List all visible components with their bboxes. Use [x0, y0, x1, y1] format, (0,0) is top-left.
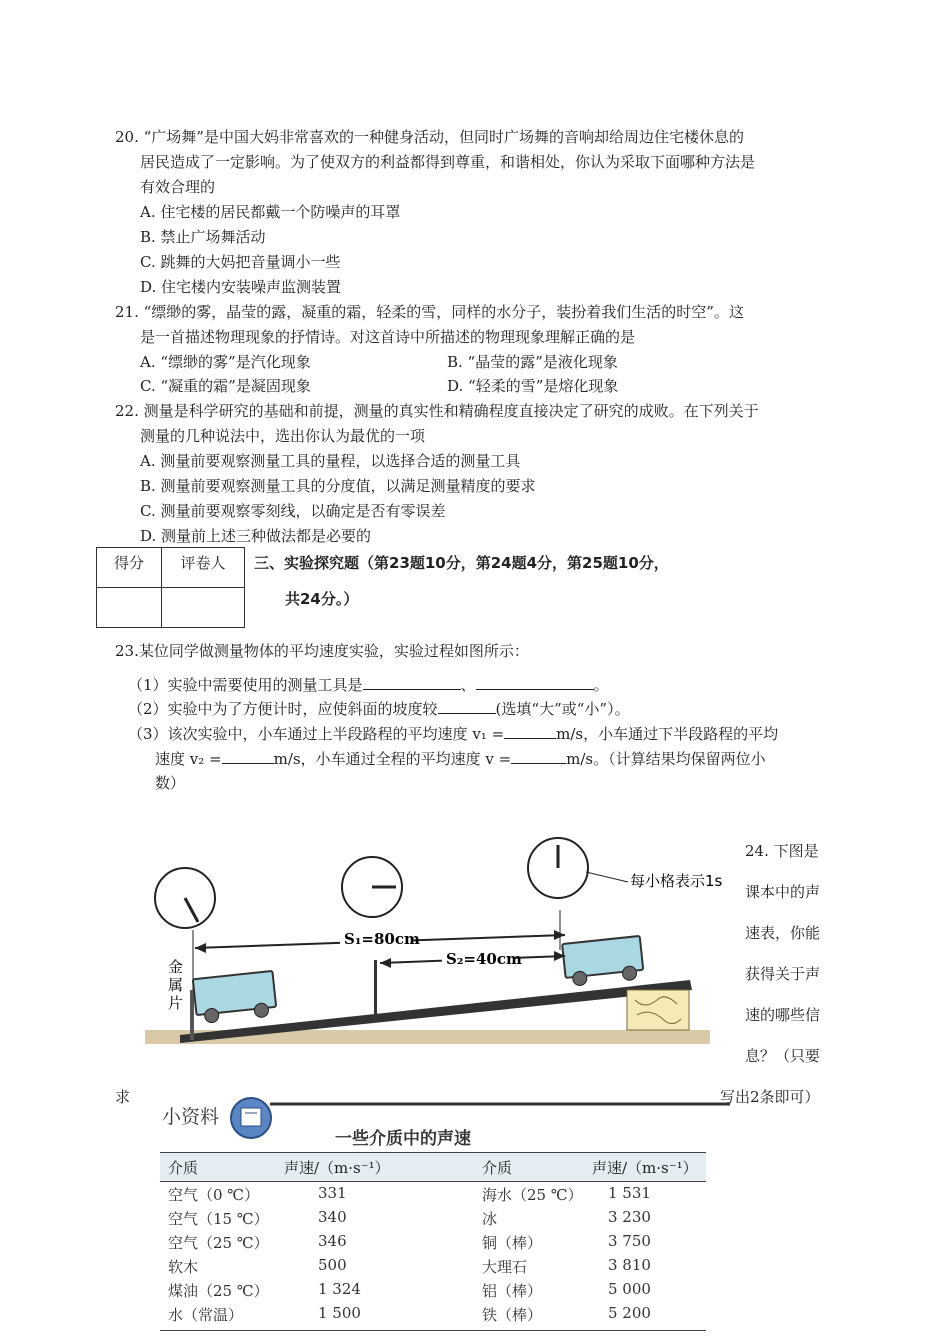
s2-label: S₂=40cm: [446, 950, 522, 968]
cell-speed: 5 200: [608, 1304, 651, 1322]
q24-side-6: 息？（只要: [745, 1047, 821, 1065]
cell-speed: 500: [318, 1256, 347, 1274]
q23-part3-line3: 数）: [155, 774, 186, 792]
answer-blank-1[interactable]: [363, 675, 461, 690]
cell-medium: 软木: [168, 1258, 199, 1276]
cell-speed: 3 810: [608, 1256, 651, 1274]
q23-part2-text: （2）实验中为了方便计时，应使斜面的坡度较: [128, 700, 438, 718]
q24-side-2: 课本中的声: [745, 883, 821, 901]
answer-blank-2[interactable]: [476, 675, 594, 690]
cell-speed: 1 500: [318, 1304, 361, 1322]
q23-part3: [128, 724, 778, 744]
q24-side-1: 24. 下图是: [745, 842, 819, 860]
q23-part1: [128, 675, 609, 695]
section3-heading-cont: 共24分。）: [285, 590, 359, 608]
q24-side-5: 速的哪些信: [745, 1006, 821, 1024]
q21-option-b: B. “晶莹的露”是液化现象: [447, 353, 618, 371]
q20-option-c: C. 跳舞的大妈把音量调小一些: [140, 253, 341, 271]
q23-part1-end: 。: [593, 676, 609, 694]
support-block: [627, 990, 689, 1030]
cell-medium: 海水（25 ℃）: [482, 1186, 583, 1204]
incline-experiment-figure: [140, 830, 740, 1050]
q22-line1: 22. 测量是科学研究的基础和前提，测量的真实性和精确程度直接决定了研究的成败。在下列关于: [115, 402, 759, 420]
clock-end-icon: [528, 838, 588, 898]
grader-cell[interactable]: [162, 588, 245, 628]
s1-label: S₁=80cm: [344, 930, 420, 948]
header-medium-1: 介质: [168, 1159, 199, 1177]
q20-option-a: A. 住宅楼的居民都戴一个防噪声的耳罩: [140, 203, 401, 221]
q21-option-c: C. “凝重的霜”是凝固现象: [140, 377, 311, 395]
cell-speed: 3 230: [608, 1208, 651, 1226]
q23-part2-end: (选填“大”或“小”）。: [495, 700, 630, 718]
table-row: [160, 1230, 706, 1254]
score-header: 得分: [97, 548, 162, 588]
cell-medium: 空气（25 ℃）: [168, 1234, 269, 1252]
grader-header: 评卷人: [162, 548, 245, 588]
q23-part3-text2: m/s，小车通过下半段路程的平均: [556, 725, 779, 743]
table-row: [160, 1182, 706, 1206]
sound-table-title: 一些介质中的声速: [335, 1129, 471, 1149]
cell-speed: 5 000: [608, 1280, 651, 1298]
metal-label-2: 属: [168, 976, 184, 994]
cell-speed: 331: [318, 1184, 347, 1202]
cell-medium: 铝（棒）: [482, 1282, 543, 1300]
q23-part3-text3: 速度 v₂ =: [155, 750, 222, 768]
sound-table-header: [160, 1152, 706, 1182]
clock-middle-icon: [342, 857, 402, 917]
q23-part3-text5: m/s。（计算结果均保留两位小: [566, 750, 766, 768]
score-cell[interactable]: [97, 588, 162, 628]
clock-start-icon: [155, 868, 215, 928]
metal-label-1: 金: [168, 958, 184, 976]
cell-speed: 1 531: [608, 1184, 651, 1202]
q21-option-a: A. “缥缈的雾”是汽化现象: [140, 353, 311, 371]
q21-option-d: D. “轻柔的雪”是熔化现象: [447, 377, 619, 395]
car-end: [562, 936, 644, 987]
q22-option-c: C. 测量前要观察零刻线，以确定是否有零误差: [140, 502, 446, 520]
q23-part2: [128, 699, 630, 719]
q20-line2: 居民造成了一定影响。为了使双方的利益都得到尊重，和谐相处，你认为采取下面哪种方法是: [140, 153, 756, 171]
header-speed-1: 声速/（m·s⁻¹）: [284, 1159, 390, 1177]
cell-medium: 大理石: [482, 1258, 528, 1276]
cell-medium: 水（常温）: [168, 1306, 244, 1324]
q22-option-b: B. 测量前要观察测量工具的分度值，以满足测量精度的要求: [140, 477, 536, 495]
answer-blank-6[interactable]: [511, 749, 566, 764]
q21-line1: 21. “缥缈的雾，晶莹的露，凝重的霜，轻柔的雪，同样的水分子，装扮着我们生活的时空”。这: [115, 303, 744, 321]
cell-medium: 冰: [482, 1210, 498, 1228]
q22-option-a: A. 测量前要观察测量工具的量程，以选择合适的测量工具: [140, 452, 521, 470]
header-medium-2: 介质: [482, 1159, 513, 1177]
cell-medium: 空气（0 ℃）: [168, 1186, 260, 1204]
q23-part3-line2: [155, 749, 766, 769]
q24-side-4: 获得关于声: [745, 965, 821, 983]
q23-part1-sep: 、: [460, 676, 476, 694]
midpoint-marker: [374, 960, 377, 1018]
metal-label-3: 片: [168, 994, 184, 1012]
q20-option-b: B. 禁止广场舞活动: [140, 228, 266, 246]
car-start: [193, 971, 277, 1024]
table-row: [160, 1278, 706, 1302]
resource-label: 小资料: [162, 1106, 220, 1128]
q20-line3: 有效合理的: [140, 178, 216, 196]
table-row: [160, 1206, 706, 1230]
table-bottom-rule: [160, 1330, 706, 1331]
header-speed-2: 声速/（m·s⁻¹）: [592, 1159, 698, 1177]
q22-line2: 测量的几种说法中，选出你认为最优的一项: [140, 427, 426, 445]
q23-part1-text: （1）实验中需要使用的测量工具是: [128, 676, 363, 694]
q20-option-d: D. 住宅楼内安装噪声监测装置: [140, 278, 342, 296]
answer-blank-5[interactable]: [222, 749, 274, 764]
table-row: [160, 1254, 706, 1278]
q23-part3-text4: m/s，小车通过全程的平均速度 v =: [273, 750, 512, 768]
metal-plate: [190, 990, 194, 1040]
q21-line2: 是一首描述物理现象的抒情诗。对这首诗中所描述的物理现象理解正确的是: [140, 328, 636, 346]
cell-medium: 空气（15 ℃）: [168, 1210, 269, 1228]
book-icon: [231, 1098, 271, 1138]
q22-option-d: D. 测量前上述三种做法都是必要的: [140, 527, 372, 545]
section3-heading: 三、实验探究题（第23题10分，第24题4分，第25题10分，: [254, 554, 669, 572]
q24-side-3: 速表，你能: [745, 924, 821, 942]
q23-part3-text: （3）该次实验中，小车通过上半段路程的平均速度 v₁ =: [128, 725, 505, 743]
cell-speed: 1 324: [318, 1280, 361, 1298]
cell-medium: 铁（棒）: [482, 1306, 543, 1324]
q20-line1: 20. “广场舞”是中国大妈非常喜欢的一种健身活动，但同时广场舞的音响却给周边住宅楼休息的: [115, 128, 744, 146]
q24-right-tail: 写出2条即可）: [720, 1088, 820, 1106]
score-table: [96, 547, 245, 628]
cell-medium: 铜（棒）: [482, 1234, 543, 1252]
q23-stem: 23.某位同学做测量物体的平均速度实验，实验过程如图所示：: [115, 642, 529, 660]
table-row: [160, 1302, 706, 1326]
answer-blank-4[interactable]: [504, 724, 556, 739]
q24-left-tail: 求: [115, 1088, 131, 1106]
cell-medium: 煤油（25 ℃）: [168, 1282, 269, 1300]
clock-note: 每小格表示1s: [630, 872, 723, 890]
cell-speed: 3 750: [608, 1232, 651, 1250]
cell-speed: 340: [318, 1208, 347, 1226]
cell-speed: 346: [318, 1232, 347, 1250]
answer-blank-3[interactable]: [438, 699, 496, 714]
